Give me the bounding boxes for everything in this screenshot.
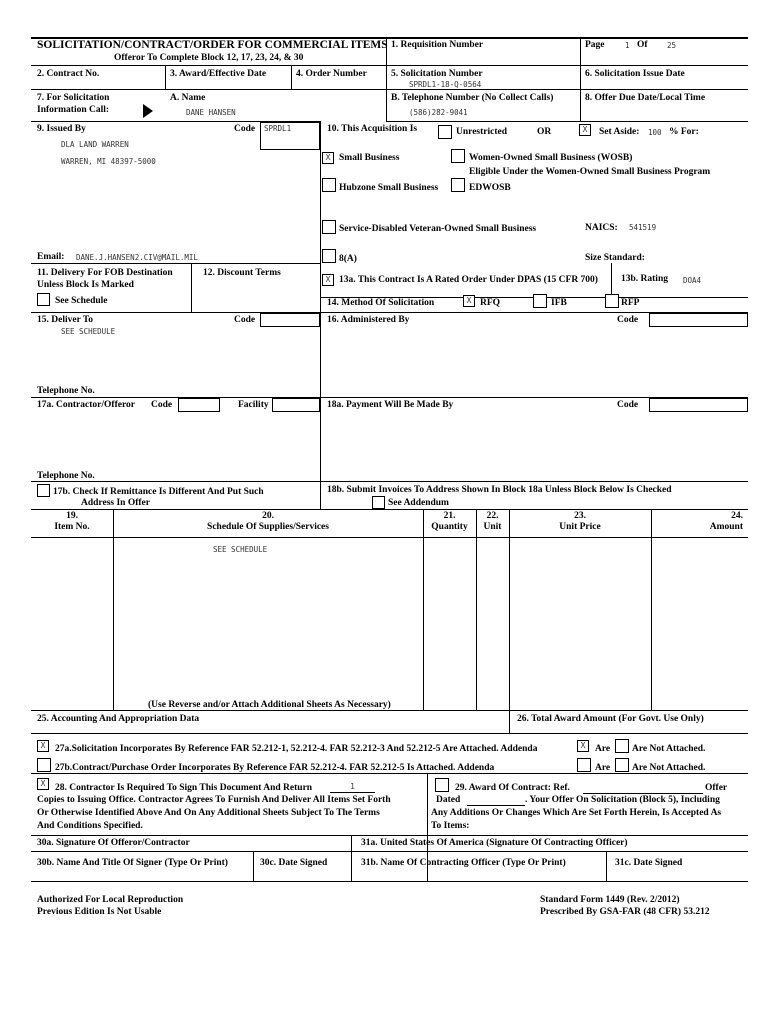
form-title: SOLICITATION/CONTRACT/ORDER FOR COMMERCIAL ITEMS: [37, 39, 388, 51]
dpas-checkbox[interactable]: X: [322, 274, 334, 286]
percent-for-label: % For:: [669, 127, 699, 137]
facility-code[interactable]: [272, 398, 320, 412]
col-amount-number: 24.: [731, 511, 743, 521]
col-item-no: Item No.: [54, 522, 90, 532]
28-line-3: Or Otherwise Identified Above And On Any Additional Sheets Subject To The Terms: [37, 808, 380, 818]
28-copies-value[interactable]: 1: [330, 782, 375, 793]
email-value: DANE.J.HANSEN2.CIV@MAIL.MIL: [76, 253, 198, 262]
page-number: 1: [625, 41, 630, 50]
block7-label: 7. For Solicitation: [37, 93, 110, 103]
29-line-4: To Items:: [431, 821, 470, 831]
27b-not-attached-label: Are Not Attached.: [632, 763, 706, 773]
signer-name-label: 30b. Name And Title Of Signer (Type Or Print): [37, 858, 228, 868]
administered-by-label: 16. Administered By: [327, 315, 410, 325]
remittance-checkbox[interactable]: [37, 484, 50, 497]
col-unit-number: 22.: [486, 511, 499, 521]
block7-label-2: Information Call:: [37, 105, 110, 115]
administered-by-code[interactable]: [649, 313, 748, 327]
sdvosb-label: Service-Disabled Veteran-Owned Small Business: [339, 224, 537, 234]
issue-date-label: 6. Solicitation Issue Date: [585, 69, 685, 79]
sdvosb-checkbox[interactable]: [322, 220, 336, 234]
28-line-4: And Conditions Specified.: [37, 821, 143, 831]
footer-previous-edition: Previous Edition Is Not Usable: [37, 907, 162, 917]
or-label: OR: [537, 127, 552, 137]
deliver-to-value: SEE SCHEDULE: [61, 327, 116, 336]
remittance-label: 17b. Check If Remittance Is Different And Put Such: [53, 487, 264, 497]
administered-by-code-label: Code: [617, 315, 639, 325]
payment-by-label: 18a. Payment Will Be Made By: [327, 400, 454, 410]
29-checkbox[interactable]: [435, 778, 449, 792]
wosb-checkbox[interactable]: [451, 149, 465, 163]
hubzone-label: Hubzone Small Business: [339, 183, 439, 193]
see-schedule-label: See Schedule: [55, 296, 108, 306]
rfp-label: RFP: [621, 298, 640, 308]
col-quantity-number: 21.: [443, 511, 456, 521]
wosb-label: Women-Owned Small Business (WOSB): [469, 153, 633, 163]
total-award-label: 26. Total Award Amount (For Govt. Use Only): [517, 714, 704, 724]
submit-invoices-label: 18b. Submit Invoices To Address Shown In Block 18a Unless Block Below Is Checked: [327, 485, 672, 495]
offeror-signature-label: 30a. Signature Of Offeror/Contractor: [37, 838, 190, 848]
small-business-label: Small Business: [339, 153, 400, 163]
rating-value: DOA4: [683, 276, 702, 285]
solicitation-number-value: SPRDL1-18-Q-0564: [409, 80, 482, 89]
solicitation-number-label: 5. Solicitation Number: [391, 69, 483, 79]
28-line-2: Copies to Issuing Office. Contractor Agrees To Furnish And Deliver All Items Set Forth: [37, 795, 391, 805]
deliver-to-telephone-label: Telephone No.: [37, 386, 95, 396]
schedule-note: (Use Reverse and/or Attach Additional Sheets As Necessary): [148, 700, 391, 710]
29-ref-field[interactable]: [583, 793, 703, 794]
payment-by-code-label: Code: [617, 400, 639, 410]
contractor-code[interactable]: [178, 398, 220, 412]
issuer-line-1: DLA LAND WARREN: [61, 140, 129, 149]
footer-prescribed-by: Prescribed By GSA-FAR (48 CFR) 53.212: [540, 907, 710, 917]
order-number-label: 4. Order Number: [296, 69, 367, 79]
contracting-officer-signature-label: 31a. United States Of America (Signature Of Contracting Officer): [361, 838, 628, 848]
27b-checkbox[interactable]: [37, 758, 51, 772]
set-aside-percent: 100: [648, 128, 662, 137]
27a-not-attached-label: Are Not Attached.: [632, 744, 706, 754]
set-aside-label: Set Aside:: [599, 127, 640, 137]
deliver-to-code[interactable]: [260, 313, 320, 327]
28-checkbox[interactable]: X: [37, 778, 49, 790]
issued-by-code: SPRDL1: [260, 122, 320, 150]
see-addendum-label: See Addendum: [388, 498, 449, 508]
contact-name-label: A. Name: [170, 93, 206, 103]
naics-value: 541519: [629, 223, 657, 232]
8a-label: 8(A): [339, 254, 357, 264]
27b-are-checkbox[interactable]: [577, 758, 591, 772]
officer-date-signed-label: 31c. Date Signed: [615, 858, 683, 868]
29-dated-field[interactable]: [467, 805, 525, 806]
contracting-officer-name-label: 31b. Name Of Contracting Officer (Type Or Print): [361, 858, 566, 868]
size-standard-label: Size Standard:: [585, 253, 645, 263]
rating-label: 13b. Rating: [621, 274, 668, 284]
col-item-no-number: 19.: [66, 511, 78, 521]
edwosb-checkbox[interactable]: [451, 178, 465, 192]
see-schedule-checkbox[interactable]: [37, 293, 50, 306]
unrestricted-checkbox[interactable]: [438, 125, 452, 139]
solicitation-method-label: 14. Method Of Solicitation: [327, 298, 435, 308]
issuer-line-2: WARREN, MI 48397-5000: [61, 157, 156, 166]
page-total: 25: [667, 41, 677, 50]
deliver-to-label: 15. Deliver To: [37, 315, 94, 325]
offeror-date-signed-label: 30c. Date Signed: [260, 858, 328, 868]
sf1449-form: [31, 37, 748, 937]
requisition-number-label: 1. Requisition Number: [391, 40, 484, 50]
footer-reproduction: Authorized For Local Reproduction: [37, 895, 184, 905]
issued-by-label: 9. Issued By: [37, 124, 86, 134]
award-date-label: 3. Award/Effective Date: [170, 69, 267, 79]
schedule-value: SEE SCHEDULE: [213, 545, 268, 554]
col-quantity: Quantity: [431, 522, 468, 532]
29-line-3: Any Additions Or Changes Which Are Set Forth Herein, Is Accepted As: [431, 808, 722, 818]
remittance-label-2: Address In Offer: [81, 498, 150, 508]
footer-form-number: Standard Form 1449 (Rev. 2/2012): [540, 895, 680, 905]
rfq-label: RFQ: [480, 298, 501, 308]
col-unit-price: Unit Price: [559, 522, 601, 532]
deliver-to-code-label: Code: [234, 315, 256, 325]
dpas-label: 13a. This Contract Is A Rated Order Under DPAS (15 CFR 700): [339, 275, 598, 285]
unrestricted-label: Unrestricted: [456, 127, 508, 137]
contact-name-value: DANE HANSEN: [186, 108, 236, 117]
hubzone-checkbox[interactable]: [322, 178, 336, 192]
rfq-checkbox[interactable]: X: [463, 295, 475, 307]
contract-no-label: 2. Contract No.: [37, 69, 100, 79]
27a-not-attached-checkbox[interactable]: [615, 739, 629, 753]
payment-by-code[interactable]: [649, 398, 748, 412]
rfp-checkbox[interactable]: [605, 294, 619, 308]
delivery-fob-label: 11. Delivery For FOB Destination: [37, 268, 173, 278]
28-line-1: 28. Contractor Is Required To Sign This Document And Return: [55, 783, 313, 793]
29-dated-label: Dated: [436, 795, 461, 805]
27b-label: 27b.Contract/Purchase Order Incorporates By Reference FAR 52.212-4. FAR 52.212-5 Is Attached. Addenda: [55, 763, 495, 773]
set-aside-checkbox[interactable]: X: [579, 124, 591, 136]
edwosb-label: EDWOSB: [469, 183, 511, 193]
col-amount: Amount: [709, 522, 743, 532]
naics-label: NAICS:: [585, 223, 618, 233]
accounting-data-label: 25. Accounting And Appropriation Data: [37, 714, 200, 724]
telephone-label: B. Telephone Number (No Collect Calls): [391, 93, 554, 103]
27b-are-label: Are: [595, 763, 611, 773]
col-schedule: Schedule Of Supplies/Services: [207, 522, 329, 532]
27a-checkbox[interactable]: X: [37, 740, 49, 752]
ifb-label: IFB: [551, 298, 567, 308]
27b-not-attached-checkbox[interactable]: [615, 758, 629, 772]
col-unit: Unit: [483, 522, 502, 532]
addendum-checkbox[interactable]: [372, 496, 385, 509]
col-unit-price-number: 23.: [574, 511, 586, 521]
facility-label: Facility: [238, 400, 269, 410]
29-offer-label: Offer: [705, 783, 728, 793]
contractor-code-label: Code: [151, 400, 173, 410]
offer-due-label: 8. Offer Due Date/Local Time: [585, 93, 706, 103]
29-line-2: . Your Offer On Solicitation (Block 5), Including: [525, 795, 720, 805]
col-schedule-number: 20.: [262, 511, 274, 521]
small-business-checkbox[interactable]: X: [322, 152, 334, 164]
delivery-fob-label-2: Unless Block Is Marked: [37, 280, 134, 290]
contractor-telephone-label: Telephone No.: [37, 471, 95, 481]
pointer-arrow-icon: [143, 104, 153, 118]
email-label: Email:: [37, 252, 65, 262]
8a-checkbox[interactable]: [322, 249, 336, 263]
form-subtitle: Offeror To Complete Block 12, 17, 23, 24, & 30: [114, 53, 304, 63]
ifb-checkbox[interactable]: [533, 294, 547, 308]
27a-are-checkbox[interactable]: X: [577, 740, 589, 752]
telephone-value: (586)282-9041: [409, 108, 468, 117]
27a-label: 27a.Solicitation Incorporates By Reference FAR 52.212-1, 52.212-4. FAR 52.212-3 And 52.212-5 Are Attached. Addenda: [55, 744, 538, 754]
contractor-label: 17a. Contractor/Offeror: [37, 400, 135, 410]
wosb-note: Eligible Under the Women-Owned Small Business Program: [469, 167, 711, 177]
page-of-label: Of: [637, 40, 648, 50]
issued-by-code-label: Code: [234, 124, 256, 134]
page-label: Page: [585, 40, 605, 50]
acquisition-label: 10. This Acquisition Is: [327, 124, 418, 134]
27a-are-label: Are: [595, 744, 611, 754]
29-line-1: 29. Award Of Contract: Ref.: [455, 783, 570, 793]
discount-terms-label: 12. Discount Terms: [203, 268, 281, 278]
